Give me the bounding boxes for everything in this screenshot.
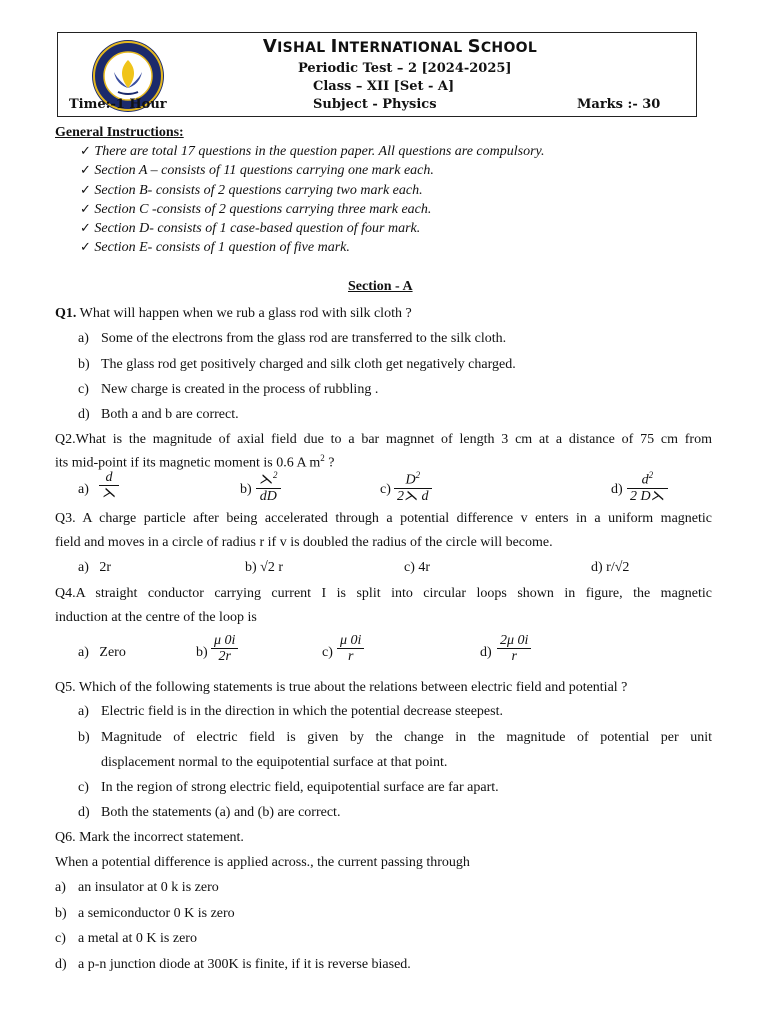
check-icon: ✓ xyxy=(80,183,91,198)
instruction-item: ✓ Section A – consists of 11 questions carrying one mark each. xyxy=(80,163,434,178)
q6-option-c-text: a metal at 0 K is zero xyxy=(78,931,197,946)
q2-option-a-formula: $\frac{d}{⋋}$ xyxy=(99,470,119,502)
instruction-item: ✓ Section B- consists of 2 questions carrying two mark each. xyxy=(80,183,423,198)
q2-option-b-formula: $\frac{⋋^2}{dD}$ xyxy=(256,468,281,505)
q2-option-c: c) xyxy=(380,482,391,497)
instruction-item: ✓ There are total 17 questions in the question paper. All questions are compulsory. xyxy=(80,144,545,159)
question-4-line2: induction at the centre of the loop is xyxy=(55,610,257,625)
check-icon: ✓ xyxy=(80,221,91,236)
subject-label: Subject - Physics xyxy=(313,97,437,112)
q5-option-d-text: Both the statements (a) and (b) are correct. xyxy=(101,805,341,820)
q3-option-a: a) 2r xyxy=(78,560,112,575)
q4-option-c-formula: $\frac{\mu 0i}{r}$ xyxy=(337,633,364,665)
q1-option-b-text: The glass rod get positively charged and silk cloth get negatively charged. xyxy=(101,357,516,372)
class-label: Class – XII [Set - A] xyxy=(313,79,455,94)
q6-option-d-text: a p-n junction diode at 300K is finite, if it is reverse biased. xyxy=(78,957,411,972)
q5-option-b-text: Magnitude of electric field is given by the change in the magnitude of potential per unit xyxy=(101,730,712,745)
check-icon: ✓ xyxy=(80,202,91,217)
instruction-item: ✓ Section E- consists of 1 question of five mark. xyxy=(80,240,350,255)
q6-option-a: a) xyxy=(55,880,66,895)
q1-option-c-text: New charge is created in the process of rubbling . xyxy=(101,382,379,397)
q4-option-d: d) xyxy=(480,645,492,660)
q5-option-b: b) xyxy=(78,730,90,745)
q5-option-c-text: In the region of strong electric field, equipotential surface are far apart. xyxy=(101,780,499,795)
q2-option-c-formula: $\frac{D^2}{2⋋ d}$ xyxy=(394,468,432,505)
question-2-line1: Q2.What is the magnitude of axial field due to a bar magnnet of length 3 cm at a distance of 75 cm from xyxy=(55,432,712,447)
q1-option-a-text: Some of the electrons from the glass rod are transferred to the silk cloth. xyxy=(101,331,507,346)
q1-option-a: a) xyxy=(78,331,89,346)
q4-option-b-formula: $\frac{\mu 0i}{2r}$ xyxy=(211,633,238,665)
question-2-line2: its mid-point if its magnetic moment is 0.6 A $m^2$ ? xyxy=(55,453,335,471)
q5-option-d: d) xyxy=(78,805,90,820)
instruction-item: ✓ Section D- consists of 1 case-based question of four mark. xyxy=(80,221,421,236)
instructions-heading: General Instructions: xyxy=(55,125,184,140)
instruction-item: ✓ Section C -consists of 2 questions carrying three mark each. xyxy=(80,202,432,217)
marks-label: Marks :- 30 xyxy=(577,97,661,112)
question-3-line2: field and moves in a circle of radius r if v is doubled the radius of the circle will become. xyxy=(55,535,553,550)
q6-option-d: d) xyxy=(55,957,67,972)
q3-option-d: d) r/√2 xyxy=(591,560,630,575)
q3-option-c: c) 4r xyxy=(404,560,431,575)
question-1: Q1. What will happen when we rub a glass rod with silk cloth ? xyxy=(55,306,412,321)
question-3-line1: Q3. A charge particle after being accelerated through a potential difference v enters in a uniform magnetic xyxy=(55,511,712,526)
q6-option-a-text: an insulator at 0 k is zero xyxy=(78,880,219,895)
question-5: Q5. Which of the following statements is true about the relations between electric field and potential ? xyxy=(55,680,628,695)
check-icon: ✓ xyxy=(80,163,91,178)
q2-option-d: d) xyxy=(611,482,623,497)
q3-option-b: b) √2 r xyxy=(245,560,284,575)
q4-option-b: b) xyxy=(196,645,208,660)
q2-option-b: b) xyxy=(240,482,252,497)
q5-option-c: c) xyxy=(78,780,89,795)
q6-option-b-text: a semiconductor 0 K is zero xyxy=(78,906,235,921)
q4-option-d-formula: $\frac{2\mu 0i}{r}$ xyxy=(497,633,531,665)
q6-option-c: c) xyxy=(55,931,66,946)
q2-option-a: a) xyxy=(78,482,89,497)
q4-option-a: a) Zero xyxy=(78,645,126,660)
question-6-stem: When a potential difference is applied across., the current passing through xyxy=(55,855,470,870)
time-label: Time:-1 Hour xyxy=(69,97,167,112)
q1-option-d: d) xyxy=(78,407,90,422)
q1-option-b: b) xyxy=(78,357,90,372)
check-icon: ✓ xyxy=(80,144,91,159)
question-4-line1: Q4.A straight conductor carrying current I is split into circular loops shown in figure, the magnetic xyxy=(55,586,712,601)
section-title: Section - A xyxy=(348,279,413,294)
q4-option-c: c) xyxy=(322,645,333,660)
q2-option-d-formula: $\frac{d^2}{2 D⋋}$ xyxy=(627,468,668,505)
q5-option-a: a) xyxy=(78,704,89,719)
question-6: Q6. Mark the incorrect statement. xyxy=(55,830,244,845)
q6-option-b: b) xyxy=(55,906,67,921)
q5-option-a-text: Electric field is in the direction in which the potential decrease steepest. xyxy=(101,704,503,719)
q1-option-c: c) xyxy=(78,382,89,397)
test-title: Periodic Test – 2 [2024-2025] xyxy=(298,61,512,76)
q5-option-b-text-cont: displacement normal to the equipotential surface at that point. xyxy=(101,755,448,770)
q1-option-d-text: Both a and b are correct. xyxy=(101,407,239,422)
school-name: VISHAL INTERNATIONAL SCHOOL xyxy=(262,36,538,57)
check-icon: ✓ xyxy=(80,240,91,255)
